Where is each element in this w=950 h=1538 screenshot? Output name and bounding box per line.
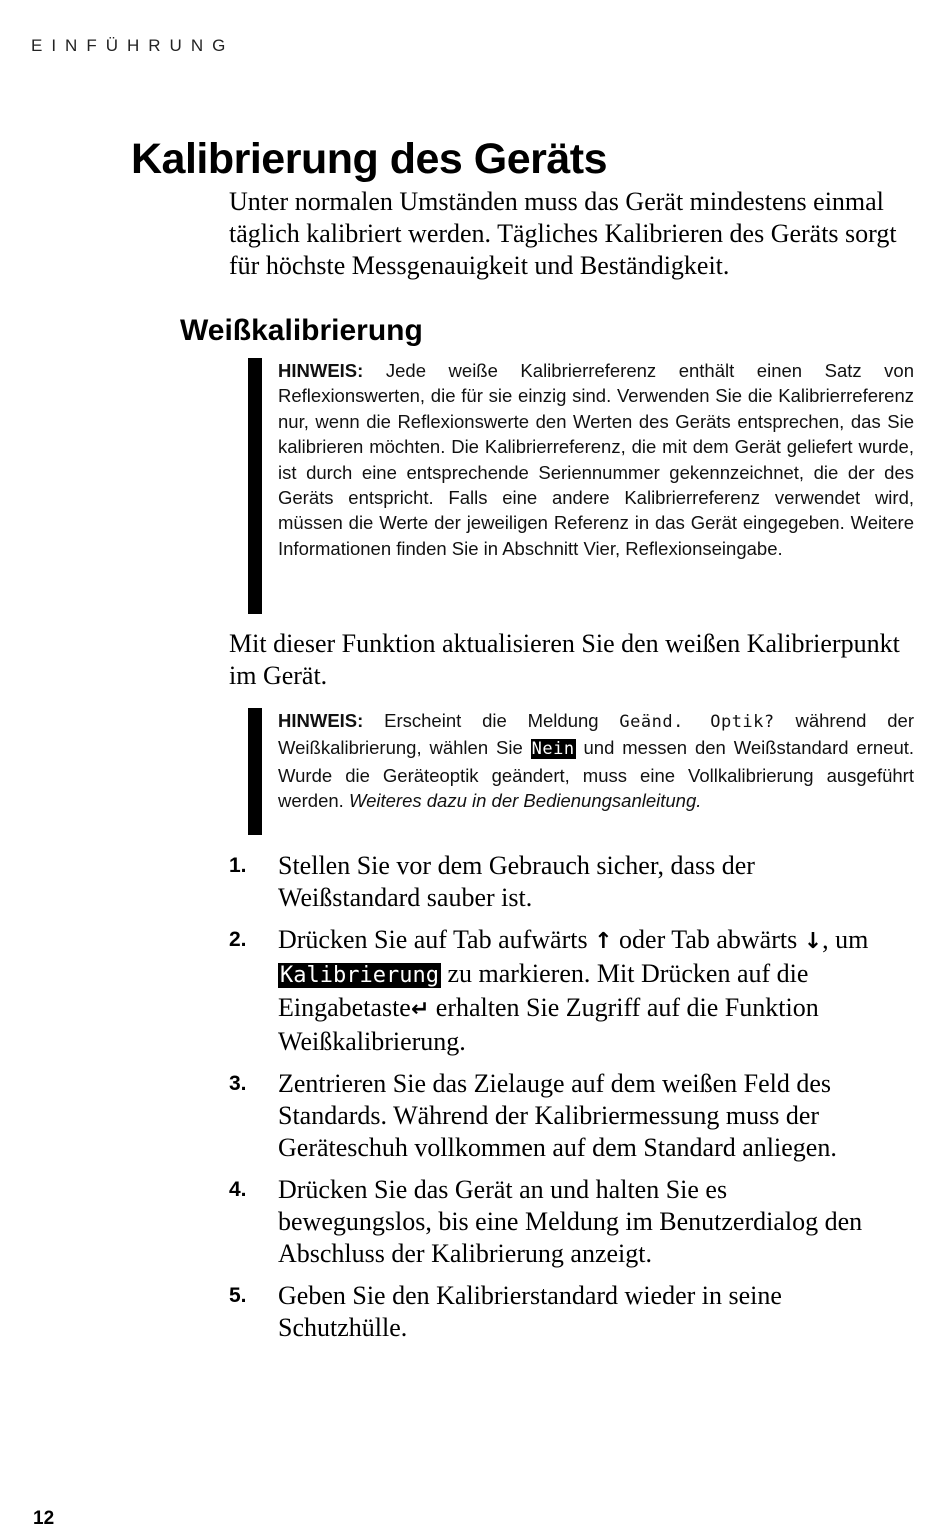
lcd-message: Geänd. Optik? (619, 712, 775, 732)
function-paragraph: Mit dieser Funktion aktualisieren Sie den weißen Kalibrierpunkt im Gerät. (229, 629, 900, 690)
step-list (229, 850, 879, 1354)
page-number: 12 (33, 1508, 55, 1529)
step-text: Zentrieren Sie das Zielauge auf dem weißen Feld des Standards. Während der Kalibriermessung muss der Geräteschuh vollkommen auf dem Standard anliegen. (278, 1069, 837, 1162)
lcd-kalibrierung: Kalibrierung (280, 963, 439, 988)
intro-paragraph: Unter normalen Umständen muss das Gerät mindestens einmal täglich kalibriert werden. Tägliches Kalibrieren des Geräts sorgt für höchste Messgenauigkeit und Beständigkeit. (229, 187, 897, 280)
list-item (229, 1068, 879, 1164)
step-text-part: , um (822, 925, 869, 954)
step-number: 1. (229, 854, 247, 877)
note-text-part1: Erscheint die Meldung (384, 710, 599, 731)
step-number: 4. (229, 1178, 247, 1201)
step-text-part: zu markieren. Mit Drücken auf die Eingabetaste (278, 959, 809, 1022)
arrow-up-icon: ↑ (594, 929, 613, 954)
note-text-part2: während der Weißkalibrierung, wählen Sie (278, 710, 914, 759)
note-text-part3: und messen den Weißstandard erneut. Wurde die Geräteoptik geändert, muss eine Vollkalibrierung ausgeführt werden. (278, 737, 915, 812)
note-box-reference (248, 358, 914, 614)
note-label: HINWEIS: (278, 710, 364, 731)
step-text-part: oder Tab abwärts (619, 925, 798, 954)
step-number: 2. (229, 928, 247, 951)
list-item (229, 850, 879, 914)
page-title: Kalibrierung des Geräts (131, 135, 607, 183)
step-number: 5. (229, 1284, 247, 1307)
step-text: Stellen Sie vor dem Gebrauch sicher, dass der Weißstandard sauber ist. (278, 851, 755, 912)
step-number: 3. (229, 1072, 247, 1095)
step-text (278, 924, 879, 1058)
note-box-optics (248, 708, 914, 835)
note-label: HINWEIS: (278, 360, 364, 381)
lcd-option-nein: Nein (531, 739, 575, 760)
step-text-part: erhalten Sie Zugriff auf die Funktion Weißkalibrierung. (278, 993, 819, 1056)
enter-key-icon: ↵ (410, 997, 430, 1022)
note-italic-reference: Weiteres dazu in der Bedienungsanleitung. (348, 790, 702, 812)
running-header: EINFÜHRUNG (31, 36, 235, 55)
arrow-down-icon: ↓ (803, 929, 823, 954)
list-item (229, 1174, 879, 1270)
list-item (229, 1280, 879, 1344)
section-heading: Weißkalibrierung (180, 314, 423, 347)
step-text-part: Drücken Sie auf Tab aufwärts (278, 925, 588, 954)
step-text: Geben Sie den Kalibrierstandard wieder in seine Schutzhülle. (278, 1281, 782, 1342)
note-text: Jede weiße Kalibrierreferenz enthält einen Satz von Reflexionswerten, die für sie einzig sind. Verwenden Sie die Kalibrierreferenz nur, wenn die Reflexionswerte den Werten des Geräts entsprechen, das Sie kalibrieren möchten. Die Kalibrierreferenz, die mit dem Gerät geliefert wurde, ist durch eine entsprechende Seriennummer gekennzeichnet, die der des Geräts entspricht. Falls eine andere Kalibrierreferenz verwendet wird, müssen die Werte der jeweiligen Referenz in das Gerät eingegeben. Weitere Informationen finden Sie in Abschnitt Vier, Reflexionseingabe. (278, 360, 915, 559)
list-item (229, 924, 879, 1058)
step-text: Drücken Sie das Gerät an und halten Sie es bewegungslos, bis eine Meldung im Benutzerdialog den Abschluss der Kalibrierung anzeigt. (278, 1175, 863, 1268)
